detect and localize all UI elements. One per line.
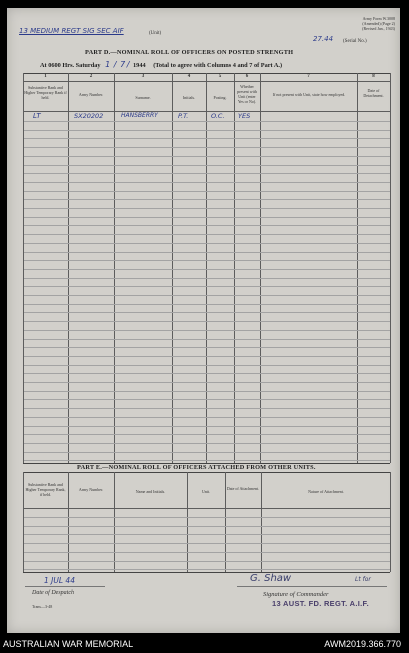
cell-rank: LT bbox=[33, 112, 41, 120]
col-number-7: 7 bbox=[307, 74, 310, 79]
row-rule bbox=[24, 443, 390, 444]
serial-handwritten: 27.44 bbox=[313, 35, 334, 43]
col-header-present: Whether present with Unit (enter Yes or No). bbox=[237, 84, 257, 104]
footer-right: AWM2019.366.770 bbox=[324, 639, 401, 649]
row-rule bbox=[24, 330, 390, 331]
cell-surname: HANSBERRY bbox=[121, 112, 158, 119]
col-header-surname: Surname. bbox=[135, 95, 151, 100]
row-rule bbox=[24, 552, 390, 553]
cell-initials: P.T. bbox=[178, 112, 189, 120]
row-rule bbox=[24, 321, 390, 322]
row-rule bbox=[24, 417, 390, 418]
signature-suffix: Lt for bbox=[355, 576, 371, 583]
cell-posting: O.C. bbox=[211, 112, 225, 120]
row-rule bbox=[24, 347, 390, 348]
despatch-date-handwritten: 1 JUL 44 bbox=[44, 576, 75, 585]
row-rule bbox=[24, 526, 390, 527]
row-rule bbox=[24, 460, 390, 461]
row-rule bbox=[24, 295, 390, 296]
unit-stamp: 13 AUST. FD. REGT. A.I.F. bbox=[272, 599, 369, 608]
row-rule bbox=[24, 408, 390, 409]
row-rule bbox=[24, 121, 390, 122]
row-rule bbox=[24, 373, 390, 374]
row-rule bbox=[24, 225, 390, 226]
e-col-header-unit: Unit. bbox=[201, 489, 211, 494]
row-rule bbox=[24, 278, 390, 279]
row-rule bbox=[24, 382, 390, 383]
row-rule bbox=[24, 234, 390, 235]
row-rule bbox=[24, 434, 390, 435]
col-number-1: 1 bbox=[44, 74, 47, 79]
serial-label: (Serial No.) bbox=[343, 39, 367, 44]
col-number-6: 6 bbox=[245, 74, 249, 79]
row-rule bbox=[24, 130, 390, 131]
form-ref-line-2: (Amended) (Page 2) bbox=[362, 21, 395, 26]
e-col-header-army-number: Army Number. bbox=[78, 487, 104, 492]
row-rule bbox=[24, 569, 390, 570]
row-rule bbox=[24, 426, 390, 427]
date-day: 1 bbox=[105, 60, 111, 69]
cell-army-number: SX20202 bbox=[74, 112, 104, 120]
cell-present: YES bbox=[238, 112, 251, 120]
date-suffix: (Total to agree with Columns 4 and 7 of Part A.) bbox=[153, 62, 283, 69]
row-rule bbox=[24, 252, 390, 253]
row-rule bbox=[24, 452, 390, 453]
document-sheet bbox=[7, 8, 400, 633]
e-col-header-nature: Nature of Attachment. bbox=[308, 489, 344, 494]
row-rule bbox=[24, 260, 390, 261]
col-header-posting: Posting. bbox=[213, 95, 227, 100]
signature-label: Signature of Commander bbox=[263, 591, 329, 598]
print-code: Trans—3-48 bbox=[32, 604, 53, 609]
row-rule bbox=[24, 165, 390, 166]
row-rule bbox=[24, 561, 390, 562]
row-rule bbox=[24, 191, 390, 192]
date-prefix: At 0600 Hrs. Saturday bbox=[40, 62, 101, 69]
col-number-2: 2 bbox=[89, 74, 93, 79]
row-rule bbox=[24, 534, 390, 535]
form-ref-line-3: (Revised Jan., 1943) bbox=[362, 26, 395, 31]
row-rule bbox=[24, 286, 390, 287]
form-ref-line-1: Army Form W.3008 bbox=[362, 16, 395, 21]
form-reference bbox=[325, 16, 395, 31]
commander-signature: G. Shaw bbox=[250, 573, 292, 584]
row-rule bbox=[24, 208, 390, 209]
despatch-date-label: Date of Despatch bbox=[32, 590, 74, 596]
row-rule bbox=[24, 304, 390, 305]
col-number-4: 4 bbox=[187, 74, 191, 79]
col-header-army-number: Army Number. bbox=[78, 92, 104, 97]
unit-label: (Unit) bbox=[149, 31, 162, 36]
e-col-header-name: Name and Initials. bbox=[135, 489, 166, 494]
date-month: 7 bbox=[120, 60, 126, 69]
row-rule bbox=[24, 182, 390, 183]
col-number-8: 8 bbox=[372, 74, 375, 79]
row-rule bbox=[24, 156, 390, 157]
row-rule bbox=[24, 173, 390, 174]
footer-bar bbox=[0, 636, 409, 653]
row-rule bbox=[24, 517, 390, 518]
row-rule bbox=[24, 147, 390, 148]
col-header-initials: Initials. bbox=[182, 95, 196, 100]
row-rule bbox=[24, 243, 390, 244]
footer-left: AUSTRALIAN WAR MEMORIAL bbox=[3, 639, 134, 649]
row-rule bbox=[24, 217, 390, 218]
col-header-detachment: Date of Detachment. bbox=[363, 88, 384, 98]
col-number-5: 5 bbox=[218, 74, 222, 79]
row-rule bbox=[24, 356, 390, 357]
date-year: 1944 bbox=[133, 62, 146, 69]
col-number-3: 3 bbox=[141, 74, 145, 79]
row-rule bbox=[24, 138, 390, 139]
row-rule bbox=[24, 199, 390, 200]
date-line: At 0600 Hrs. Saturday 1 / 7 / 1944 (Total to agree with Columns 4 and 7 of Part A.) bbox=[40, 60, 283, 69]
row-rule bbox=[24, 391, 390, 392]
row-rule bbox=[24, 399, 390, 400]
e-col-header-date: Date of Attachment. bbox=[226, 486, 260, 491]
col-header-employed: If not present with Unit, state how employed. bbox=[272, 92, 346, 97]
part-e-title: PART E.—NOMINAL ROLL OF OFFICERS ATTACHED FROM OTHER UNITS. bbox=[77, 464, 316, 471]
row-rule bbox=[24, 365, 390, 366]
row-rule bbox=[24, 312, 390, 313]
e-col-header-rank: Substantive Rank and Higher Temporary Rank, if held. bbox=[25, 482, 66, 497]
unit-handwritten: 13 MEDIUM REGT SIG SEC AIF bbox=[19, 27, 124, 35]
row-rule bbox=[24, 543, 390, 544]
col-header-rank: Substantive Rank and Higher Temporary Rank if held. bbox=[24, 85, 67, 100]
part-d-title: PART D.—NOMINAL ROLL OF OFFICERS ON POSTED STRENGTH bbox=[85, 49, 294, 56]
row-rule bbox=[24, 339, 390, 340]
row-rule bbox=[24, 269, 390, 270]
